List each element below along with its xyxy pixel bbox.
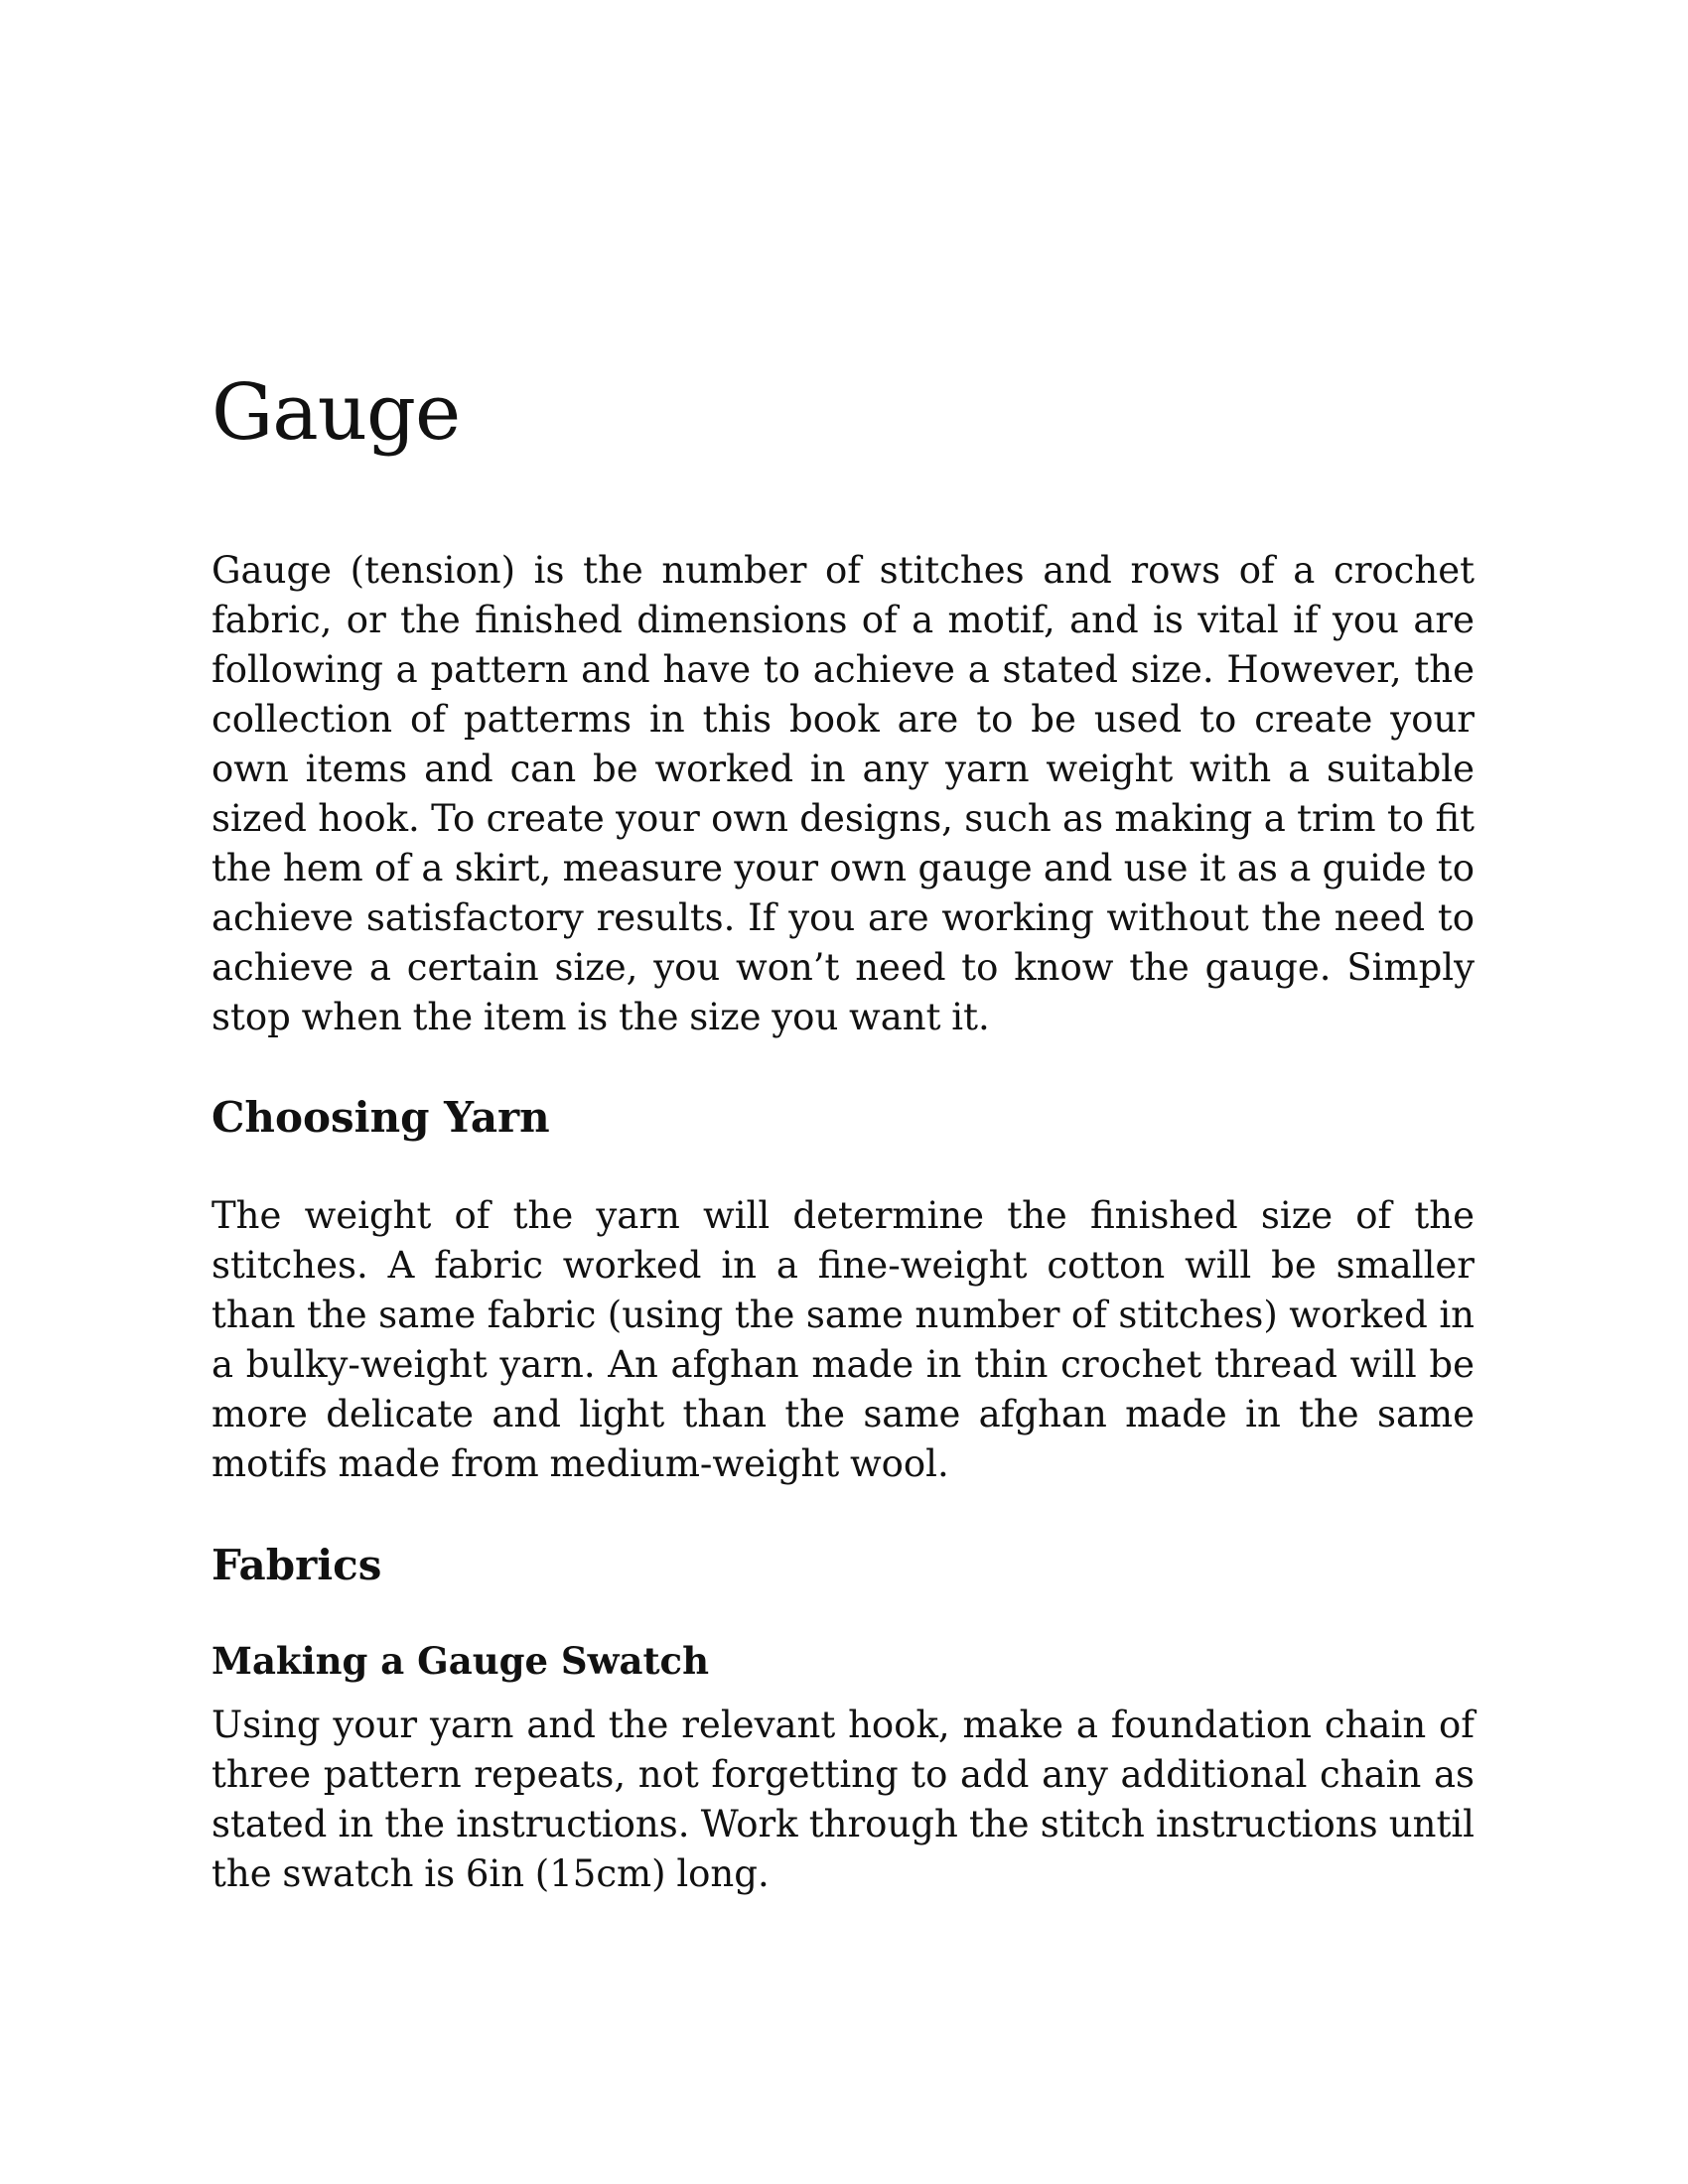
gauge-swatch-paragraph: Using your yarn and the relevant hook, make a foundation chain of three pattern repeats, not forgetting to add any additional chain as stated in the instructions. Work through the stitch instructions until the swatch is 6in (15cm) long. (211, 1704, 1475, 1895)
intro-paragraph: Gauge (tension) is the number of stitches and rows of a crochet fabric, or the finished dimensions of a motif, and is vital if you are following a pattern and have to achieve a stated size. However, the collection of patterms in this book are to be used to create your own items and can be worked in any yarn weight with a suitable sized hook. To create your own designs, such as making a trim to fit the hem of a skirt, measure your own gauge and use it as a guide to achieve satisfactory results. If you are working without the need to achieve a certain size, you won’t need to know the gauge. Simply stop when the item is the size you want it. (211, 549, 1475, 1038)
page-title: Gauge (211, 368, 461, 458)
choosing-yarn-paragraph: The weight of the yarn will determine the finished size of the stitches. A fabric worked in a fine-weight cotton will be smaller than the same fabric (using the same number of stitches) worked in a bulky-weight yarn. An afghan made in thin crochet thread will be more delicate and light than the same afghan made in the same motifs made from medium-weight wool. (211, 1194, 1475, 1485)
section-heading-choosing-yarn: Choosing Yarn (211, 1093, 550, 1142)
subheading-making-gauge-swatch: Making a Gauge Swatch (211, 1639, 709, 1683)
section-heading-fabrics: Fabrics (211, 1541, 382, 1589)
